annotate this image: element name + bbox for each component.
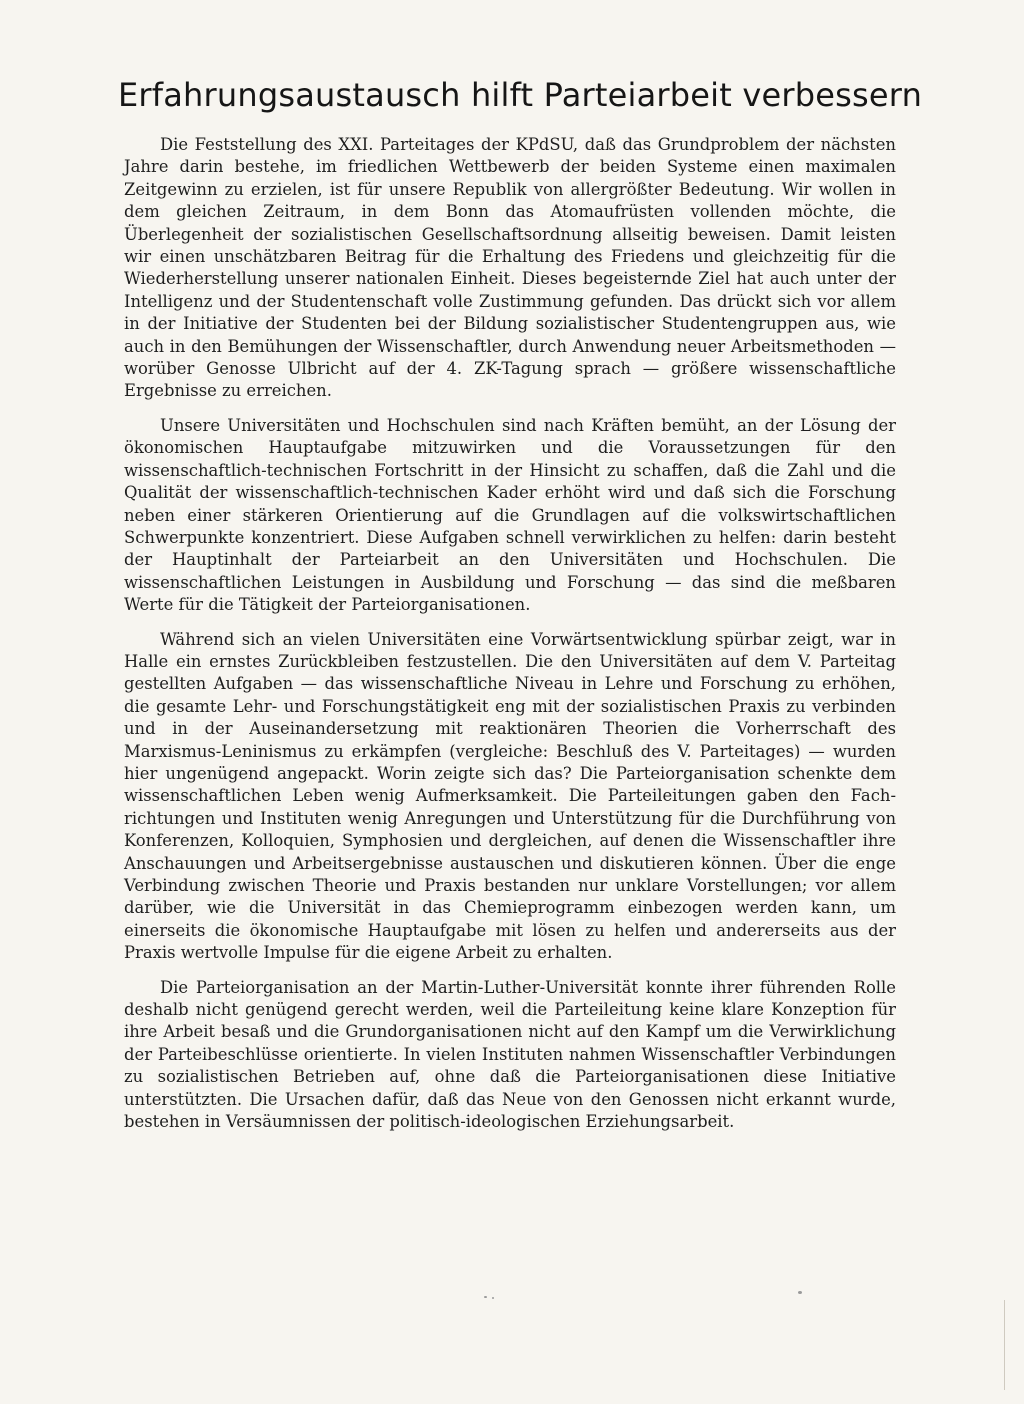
paragraph-4: Die Parteiorganisation an der Martin-Luther-Universität konnte ihrer führenden Rolle deshalb nicht genügend gerecht werden, weil die Parteileitung keine klare Konzeption für ihre Arbeit besaß und die Grundorganisationen nicht auf den Kampf um die Verwirklichung der Parteibeschlüsse orientierte. In vielen Instituten nahmen Wissenschaftler Verbindungen zu sozialistischen Betrieben auf, ohne daß die Parteiorganisationen diese Initiative unterstützten. Die Ursachen dafür, daß das Neue von den Genossen nicht erkannt wurde, bestehen in Versäumnissen der politisch-ideologischen Erziehungsarbeit. bbox=[124, 977, 896, 1132]
scan-speck bbox=[484, 1296, 487, 1298]
scan-edge-mark bbox=[1004, 1300, 1005, 1390]
article-body bbox=[124, 134, 896, 1133]
article-title: Erfahrungsaustausch hilft Parteiarbeit verbessern bbox=[118, 76, 923, 114]
scan-speck bbox=[492, 1297, 494, 1299]
paragraph-3: Während sich an vielen Universitäten eine Vorwärtsentwicklung spürbar zeigt, war in Halle ein ernstes Zurückbleiben festzustellen. Die den Universitäten auf dem V. Parteitag gestellten Aufgaben — das wissenschaftliche Niveau in Lehre und Forschung zu erhöhen, die gesamte Lehr- und Forschungstätigkeit eng mit der sozialistischen Praxis zu verbinden und in der Auseinandersetzung mit reaktionären Theorien die Vorherrschaft des Marxismus-Leninismus zu erkämpfen (vergleiche: Beschluß des V. Parteitages) — wurden hier ungenügend angepackt. Worin zeigte sich das? Die Parteiorganisation schenkte dem wissenschaftlichen Leben wenig Aufmerksamkeit. Die Parteileitungen gaben den Fachrichtungen und Instituten wenig Anregungen und Unterstützung für die Durchführung von Konferenzen, Kolloquien, Symphosien und dergleichen, auf denen die Wissenschaftler ihre Anschauungen und Arbeitsergebnisse austauschen und diskutieren können. Über die enge Verbindung zwischen Theorie und Praxis bestanden nur unklare Vorstellungen; vor allem darüber, wie die Universität in das Chemieprogramm einbezogen werden kann, um einerseits die ökonomische Hauptaufgabe mit lösen zu helfen und andererseits aus der Praxis wertvolle Impulse für die eigene Arbeit zu erhalten. bbox=[124, 629, 896, 963]
paragraph-1: Die Feststellung des XXI. Parteitages der KPdSU, daß das Grundproblem der nächsten Jahre darin bestehe, im friedlichen Wettbewerb der beiden Systeme einen maximalen Zeitgewinn zu erzielen, ist für unsere Republik von allergrößter Bedeutung. Wir wollen in dem gleichen Zeitraum, in dem Bonn das Atomaufrüsten vollenden möchte, die Überlegenheit der sozialistischen Gesellschaftsordnung allseitig beweisen. Damit leisten wir einen unschätzbaren Beitrag für die Erhaltung des Friedens und gleichzeitig für die Wiederherstellung unserer nationalen Einheit. Dieses begeisternde Ziel hat auch unter der Intelligenz und der Studentenschaft volle Zustimmung gefunden. Das drückt sich vor allem in der Initiative der Studenten bei der Bildung sozialistischer Studentengruppen aus, wie auch in den Bemühungen der Wissenschaftler, durch Anwendung neuer Arbeitsmethoden — worüber Genosse Ulbricht auf der 4. ZK-Tagung sprach — größere wissenschaftliche Ergebnisse zu erreichen. bbox=[124, 135, 896, 401]
paragraph-2: Unsere Universitäten und Hochschulen sind nach Kräften bemüht, an der Lösung der ökonomischen Hauptaufgabe mitzuwirken und die Voraussetzungen für den wissenschaftlich-technischen Fortschritt in der Hinsicht zu schaffen, daß die Zahl und die Qualität der wissenschaftlich-technischen Kader erhöht wird und daß sich die Forschung neben einer stärkeren Orientierung auf die Grundlagen auf die volkswirtschaftlichen Schwerpunkte konzentriert. Diese Aufgaben schnell verwirklichen zu helfen: darin besteht der Hauptinhalt der Parteiarbeit an den Universitäten und Hochschulen. Die wissenschaftlichen Leistungen in Ausbildung und Forschung — das sind die meßbaren Werte für die Tätigkeit der Parteiorganisationen. bbox=[124, 415, 896, 615]
scan-speck bbox=[798, 1291, 802, 1294]
